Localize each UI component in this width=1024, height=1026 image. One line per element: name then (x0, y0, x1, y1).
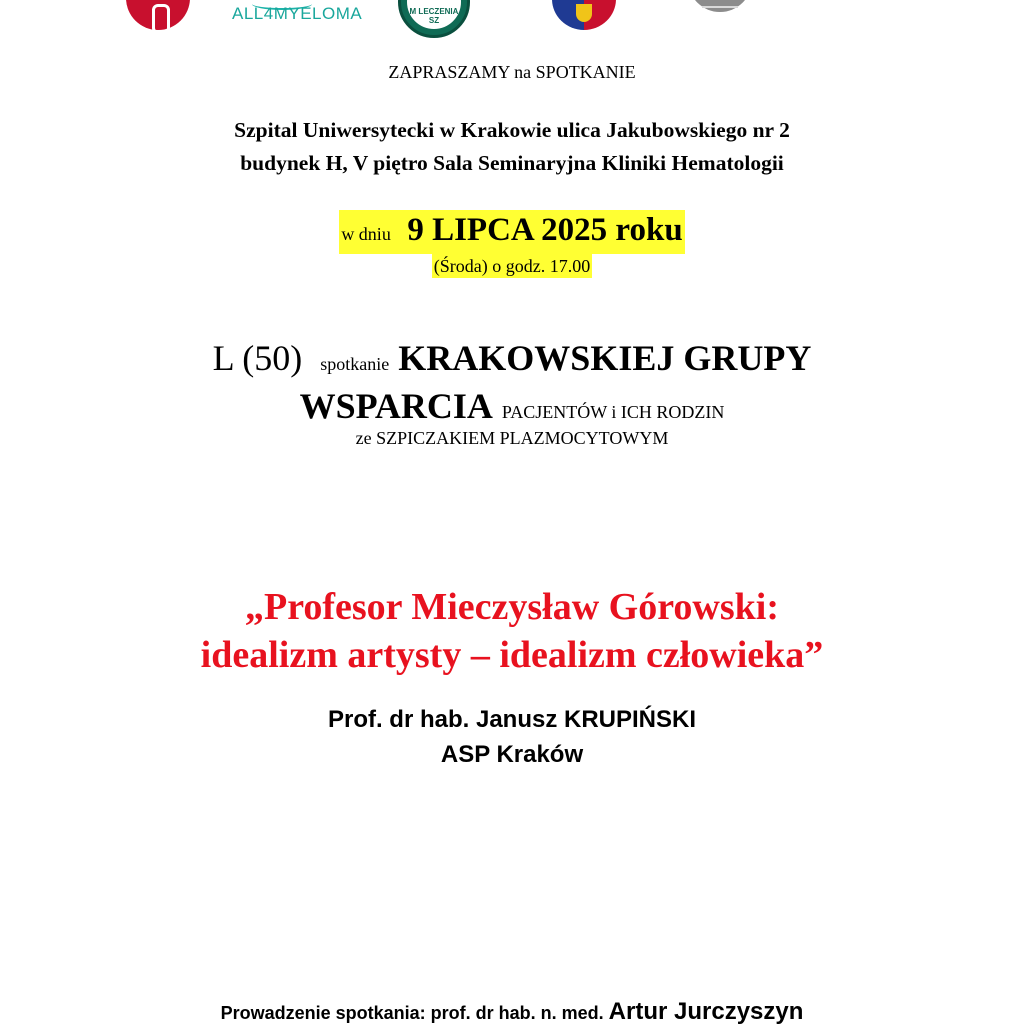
seal-logo-text: M LECZENIA SZ (409, 7, 459, 25)
meeting-subtitle-1: PACJENTÓW i ICH RODZIN (501, 402, 725, 422)
lecture-title-line-1: „Profesor Mieczysław Górowski: (244, 586, 779, 628)
logo-strip (0, 0, 1024, 40)
host-label: Prowadzenie spotkania: prof. dr hab. n. med. (220, 1003, 604, 1023)
meeting-title-line-1 (0, 337, 1024, 385)
date-highlight (339, 210, 684, 254)
lecture-title-line-2: idealizm artysty – idealizm człowieka” (200, 634, 824, 676)
date-value: 9 LIPCA 2025 roku (407, 212, 683, 248)
date-prefix: w dniu (341, 224, 391, 244)
crest-logo (552, 0, 616, 30)
all4myeloma-logo (232, 0, 362, 28)
meeting-number: L (50) (212, 338, 303, 378)
medical-caduceus-logo (126, 0, 190, 30)
time-line (0, 254, 1024, 278)
speaker-name: Prof. dr hab. Janusz KRUPIŃSKI (327, 706, 697, 733)
venue-line-2: budynek H, V piętro Sala Seminaryjna Kliniki Hematologii (240, 151, 784, 175)
all4myeloma-logo-text: ALL4MYELOMA (232, 4, 363, 23)
meeting-title-1: KRAKOWSKIEJ GRUPY (398, 338, 812, 378)
venue-line-1: Szpital Uniwersytecki w Krakowie ulica Jakubowskiego nr 2 (234, 118, 790, 142)
invitation-heading: ZAPRASZAMY na SPOTKANIE (388, 62, 636, 82)
meeting-word: spotkanie (320, 354, 390, 374)
host-name: Artur Jurczyszyn (608, 998, 804, 1025)
meeting-title-line-2 (0, 385, 1024, 433)
time-highlight: (Środa) o godz. 17.00 (433, 256, 591, 276)
meeting-title-2: WSPARCIA (299, 386, 493, 426)
host-line (0, 998, 1024, 1026)
speaker-institution: ASP Kraków (440, 741, 584, 768)
date-line (0, 210, 1024, 254)
meeting-subtitle-2: ze SZPICZAKIEM PLAZMOCYTOWYM (355, 428, 669, 448)
grey-seal-logo (688, 0, 752, 12)
treatment-center-seal-logo (398, 0, 470, 38)
